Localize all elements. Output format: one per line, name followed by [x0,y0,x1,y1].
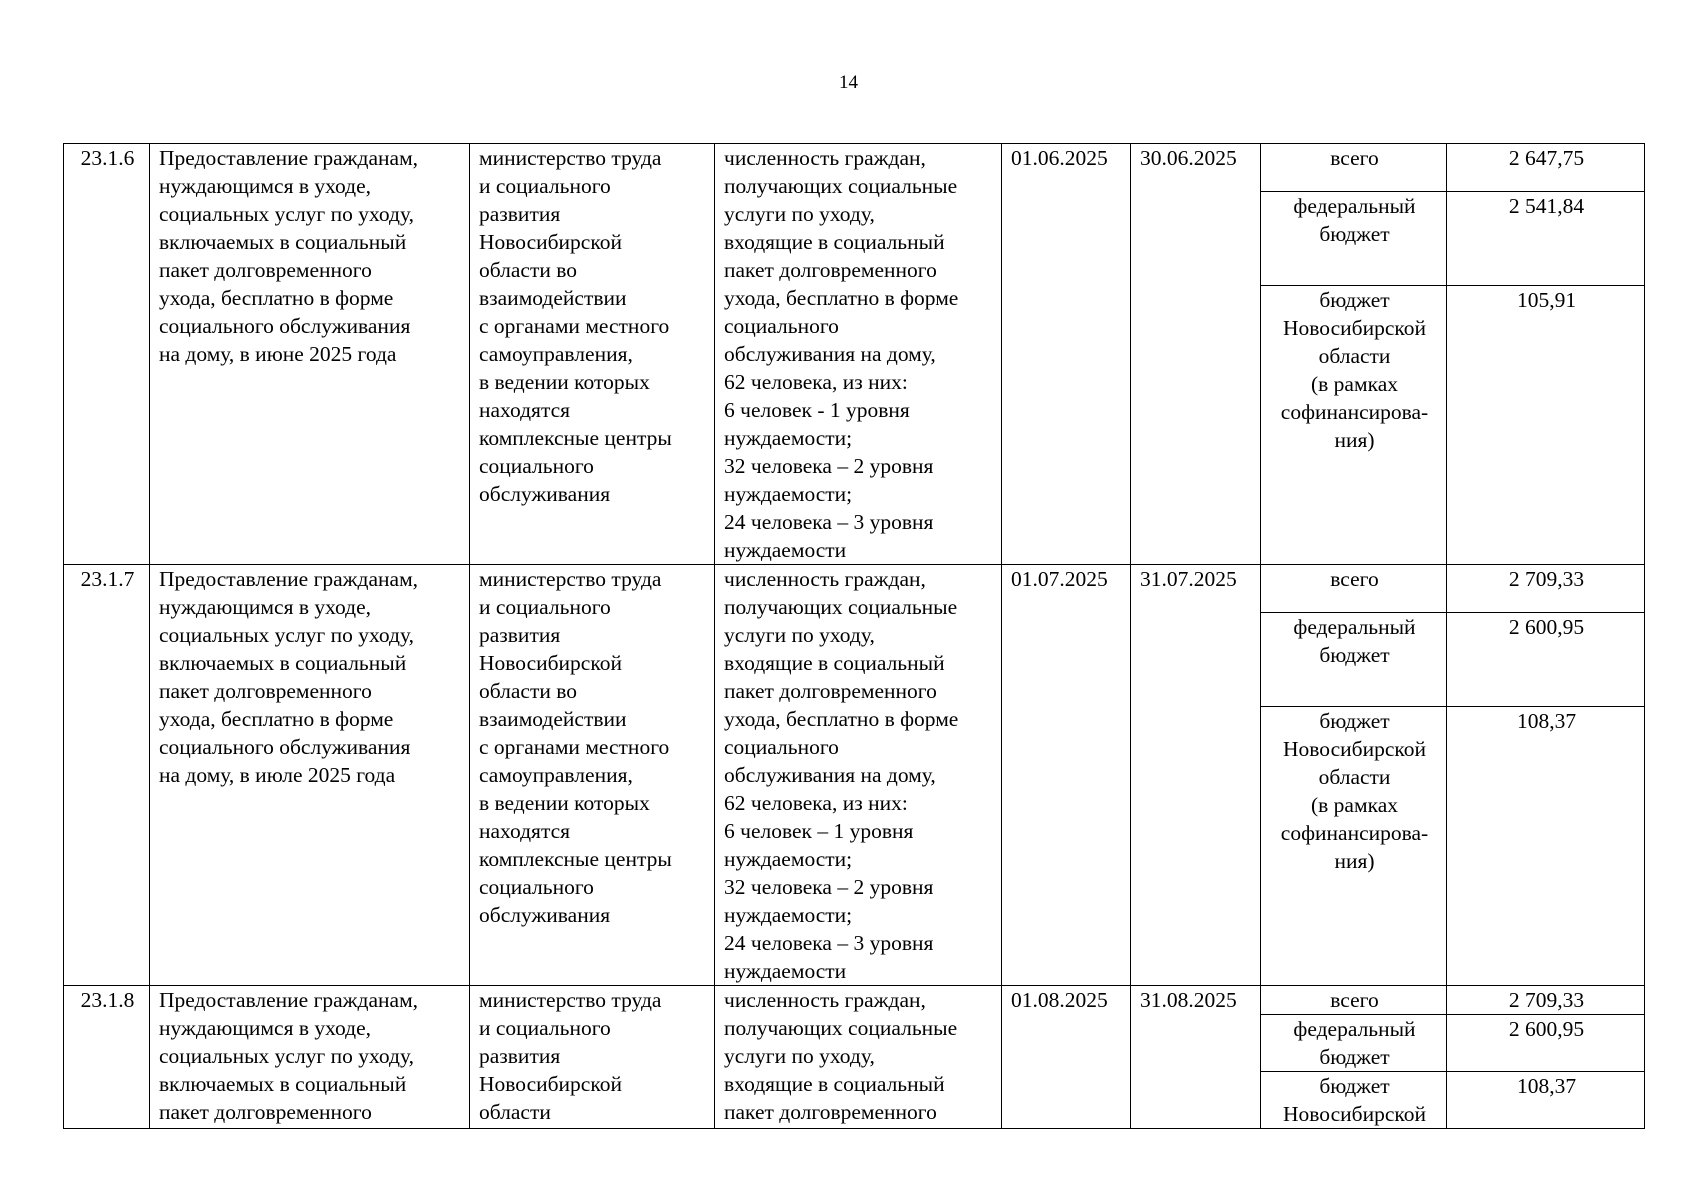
funding-source [1261,706,1447,985]
table-row [64,986,1645,1015]
item-executor-line: и социального [479,595,611,619]
funding-amount: 2 600,95 [1447,1015,1645,1072]
item-number: 23.1.8 [64,986,150,1129]
item-indicator-line: обслуживания на дому, [724,342,936,366]
item-name-line: Предоставление гражданам, [159,567,419,591]
item-indicator-line: получающих социальные [724,595,958,619]
item-indicator-line: численность граждан, [724,146,926,170]
item-executor-line: развития [479,1044,561,1068]
item-indicator [715,565,1002,986]
funding-source [1261,144,1447,192]
funding-source-line: области [1318,764,1391,789]
item-indicator-line: ухода, бесплатно в форме [724,286,959,310]
item-executor-line: обслуживания [479,482,611,506]
item-indicator-line: 62 человека, из них: [724,791,908,815]
funding-amount: 2 647,75 [1447,144,1645,192]
item-indicator-line: пакет долговременного [724,679,937,703]
funding-source-line: бюджет [1319,1074,1390,1098]
funding-amount: 2 709,33 [1447,565,1645,613]
item-indicator-line: нуждаемости; [724,903,853,927]
funding-amount: 2 541,84 [1447,191,1645,285]
item-executor-line: в ведении которых [479,791,650,815]
item-name-line: социальных услуг по уходу, [159,623,414,647]
end-date: 31.08.2025 [1131,986,1261,1129]
item-name-line: социального обслуживания [159,735,411,759]
funding-source [1261,1072,1447,1129]
item-name-line: на дому, в июле 2025 года [159,763,396,787]
item-executor-line: Новосибирской [479,651,622,675]
item-name-line: включаемых в социальный [159,230,407,254]
funding-source-line: всего [1330,988,1379,1012]
item-executor-line: области во [479,679,577,703]
item-indicator-line: ухода, бесплатно в форме [724,707,959,731]
item-indicator [715,986,1002,1129]
funding-source-line: бюджет [1319,642,1390,667]
item-name-line: социального обслуживания [159,314,411,338]
item-executor [470,144,715,565]
item-indicator-line: 6 человек - 1 уровня [724,398,910,422]
item-executor-line: министерство труда [479,567,662,591]
item-executor-line: и социального [479,174,611,198]
item-executor-line: с органами местного [479,735,670,759]
item-executor-line: обслуживания [479,903,611,927]
item-indicator-line: пакет долговременного [724,258,937,282]
item-indicator-line: входящие в социальный [724,230,945,254]
funding-source-line: (в рамках [1311,792,1398,817]
item-indicator-line: пакет долговременного [724,1100,937,1124]
item-executor-line: Новосибирской [479,230,622,254]
item-name [150,986,470,1129]
funding-amount: 108,37 [1447,706,1645,985]
item-executor-line: развития [479,623,561,647]
funding-source-line: Новосибирской [1283,315,1426,340]
item-indicator-line: 62 человека, из них: [724,370,908,394]
item-indicator-line: обслуживания на дому, [724,763,936,787]
item-executor-line: взаимодействии [479,286,627,310]
funding-source-line: ния) [1334,427,1375,452]
funding-source-line: софинансирова- [1280,399,1429,424]
funding-amount: 2 709,33 [1447,986,1645,1015]
funding-source-line: ния) [1334,848,1375,873]
item-indicator-line: получающих социальные [724,174,958,198]
funding-amount: 2 600,95 [1447,612,1645,706]
end-date: 30.06.2025 [1131,144,1261,565]
item-executor-line: находятся [479,398,571,422]
activities-table [63,143,1645,1129]
item-executor [470,986,715,1129]
item-name-line: включаемых в социальный [159,1072,407,1096]
item-name-line: Предоставление гражданам, [159,146,419,170]
item-indicator-line: нуждаемости; [724,847,853,871]
table-row [64,565,1645,613]
item-name-line: пакет долговременного [159,258,372,282]
funding-source-line: федеральный [1293,1017,1416,1041]
item-name-line: нуждающимся в уходе, [159,174,372,198]
table-row [64,144,1645,192]
item-executor-line: развития [479,202,561,226]
item-name-line: ухода, бесплатно в форме [159,707,394,731]
funding-source-line: бюджет [1319,287,1390,312]
item-executor-line: комплексные центры [479,847,672,871]
item-executor-line: области во [479,258,577,282]
funding-source [1261,565,1447,613]
item-executor-line: министерство труда [479,988,662,1012]
funding-source-line: федеральный [1293,193,1416,218]
item-name [150,565,470,986]
item-indicator [715,144,1002,565]
start-date: 01.06.2025 [1002,144,1131,565]
item-name-line: нуждающимся в уходе, [159,1016,372,1040]
funding-source-line: бюджет [1319,1045,1390,1069]
item-number: 23.1.6 [64,144,150,565]
funding-amount: 105,91 [1447,285,1645,564]
funding-source-line: бюджет [1319,708,1390,733]
funding-source-line: (в рамках [1311,371,1398,396]
page-number: 14 [839,72,858,93]
item-indicator-line: нуждаемости [724,959,847,983]
item-name-line: нуждающимся в уходе, [159,595,372,619]
item-name-line: на дому, в июне 2025 года [159,342,397,366]
item-indicator-line: входящие в социальный [724,1072,945,1096]
item-indicator-line: численность граждан, [724,567,926,591]
item-executor-line: социального [479,454,594,478]
item-indicator-line: численность граждан, [724,988,926,1012]
item-indicator-line: нуждаемости [724,538,847,562]
item-name-line: ухода, бесплатно в форме [159,286,394,310]
item-indicator-line: социального [724,735,839,759]
funding-source [1261,612,1447,706]
item-indicator-line: 24 человека – 3 уровня [724,510,934,534]
item-name-line: социальных услуг по уходу, [159,1044,414,1068]
funding-source-line: федеральный [1293,614,1416,639]
item-number: 23.1.7 [64,565,150,986]
item-executor [470,565,715,986]
item-executor-line: в ведении которых [479,370,650,394]
start-date: 01.08.2025 [1002,986,1131,1129]
item-indicator-line: нуждаемости; [724,426,853,450]
funding-source [1261,986,1447,1015]
funding-source [1261,191,1447,285]
item-executor-line: социального [479,875,594,899]
item-indicator-line: социального [724,314,839,338]
item-indicator-line: 24 человека – 3 уровня [724,931,934,955]
item-name-line: пакет долговременного [159,1100,372,1124]
item-executor-line: и социального [479,1016,611,1040]
funding-source-line: всего [1330,146,1379,170]
funding-source-line: области [1318,343,1391,368]
item-name [150,144,470,565]
item-indicator-line: получающих социальные [724,1016,958,1040]
item-executor-line: взаимодействии [479,707,627,731]
item-indicator-line: 32 человека – 2 уровня [724,454,934,478]
item-indicator-line: услуги по уходу, [724,202,875,226]
funding-source-line: Новосибирской [1283,1102,1426,1126]
funding-source-line: бюджет [1319,221,1390,246]
item-executor-line: самоуправления, [479,342,633,366]
item-indicator-line: 32 человека – 2 уровня [724,875,934,899]
item-name-line: пакет долговременного [159,679,372,703]
item-indicator-line: услуги по уходу, [724,623,875,647]
item-executor-line: самоуправления, [479,763,633,787]
funding-source [1261,285,1447,564]
item-executor-line: с органами местного [479,314,670,338]
item-indicator-line: 6 человек – 1 уровня [724,819,914,843]
funding-source-line: Новосибирской [1283,736,1426,761]
item-indicator-line: входящие в социальный [724,651,945,675]
funding-amount: 108,37 [1447,1072,1645,1129]
item-name-line: включаемых в социальный [159,651,407,675]
item-executor-line: области [479,1100,551,1124]
funding-source [1261,1015,1447,1072]
item-executor-line: министерство труда [479,146,662,170]
start-date: 01.07.2025 [1002,565,1131,986]
item-indicator-line: услуги по уходу, [724,1044,875,1068]
item-executor-line: комплексные центры [479,426,672,450]
funding-source-line: софинансирова- [1280,820,1429,845]
end-date: 31.07.2025 [1131,565,1261,986]
item-executor-line: Новосибирской [479,1072,622,1096]
item-executor-line: находятся [479,819,571,843]
funding-source-line: всего [1330,567,1379,591]
item-name-line: социальных услуг по уходу, [159,202,414,226]
item-indicator-line: нуждаемости; [724,482,853,506]
item-name-line: Предоставление гражданам, [159,988,419,1012]
